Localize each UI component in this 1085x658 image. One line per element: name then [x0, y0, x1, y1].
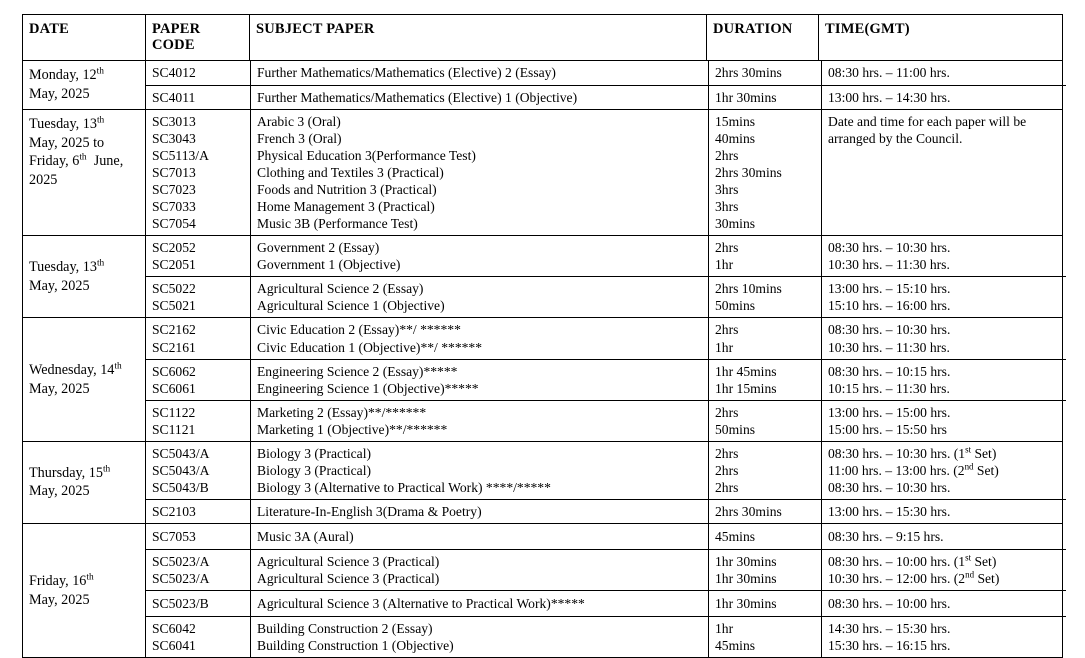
- date-cell: Thursday, 15th May, 2025: [23, 441, 146, 523]
- subject-paper-cell-line: Civic Education 2 (Essay)**/ ******: [257, 322, 461, 338]
- duration-cell: [709, 318, 821, 358]
- time-cell-line: 08:30 hrs. – 10:00 hrs.: [828, 596, 951, 612]
- duration-cell: [709, 61, 821, 84]
- duration-cell: [709, 500, 821, 523]
- subject-group-row: [146, 85, 1066, 109]
- header-paper-code: PAPER CODE: [146, 15, 250, 61]
- table-body: [23, 61, 1063, 658]
- time-cell-line: Date and time for each paper will be arranged by the Council.: [828, 113, 1027, 146]
- day-groups: [146, 318, 1063, 441]
- day-groups: [146, 441, 1063, 523]
- paper-code-cell: [146, 550, 250, 590]
- subject-paper-cell-line: Arabic 3 (Oral): [257, 113, 341, 129]
- time-cell: [822, 591, 1066, 616]
- paper-code-cell: [146, 277, 250, 317]
- time-cell-line: 13:00 hrs. – 15:10 hrs.: [828, 281, 951, 297]
- day-groups: [146, 109, 1063, 235]
- time-cell: [822, 524, 1066, 549]
- duration-cell-line: 1hr: [715, 621, 734, 637]
- subject-paper-cell-line: Foods and Nutrition 3 (Practical): [257, 182, 437, 198]
- paper-code-cell: [146, 110, 250, 235]
- subject-group-table: [146, 318, 1066, 440]
- paper-code-cell-line: SC4011: [152, 89, 196, 105]
- time-cell: [822, 401, 1066, 441]
- subject-group-row: [146, 400, 1066, 441]
- subject-group-row: [146, 591, 1066, 617]
- duration-cell-line: 1hr: [715, 257, 734, 273]
- time-cell-line: 14:30 hrs. – 15:30 hrs.: [828, 621, 951, 637]
- subject-paper-cell: [251, 110, 708, 235]
- paper-code-cell-line: SC5043/A: [152, 445, 210, 461]
- paper-code-cell: [146, 401, 250, 441]
- time-cell: [822, 550, 1066, 590]
- subject-group-row: [146, 277, 1066, 318]
- time-cell-line: 08:30 hrs. – 10:00 hrs. (1st Set): [828, 552, 997, 569]
- subject-group-table: [146, 110, 1066, 235]
- subject-paper-cell: [251, 318, 708, 358]
- subject-paper-cell-line: Biology 3 (Practical): [257, 462, 372, 478]
- paper-code-cell-line: SC7023: [152, 182, 196, 198]
- duration-cell-line: 50mins: [715, 298, 756, 314]
- subject-paper-cell-line: Biology 3 (Practical): [257, 445, 372, 461]
- subject-paper-cell-line: Music 3A (Aural): [257, 528, 354, 544]
- paper-code-cell-line: SC6041: [152, 638, 196, 654]
- paper-code-cell-line: SC5023/A: [152, 553, 210, 569]
- subject-paper-cell-line: Home Management 3 (Practical): [257, 199, 435, 215]
- duration-cell-line: 1hr: [715, 339, 734, 355]
- subject-group-row: [146, 61, 1066, 85]
- subject-paper-cell-line: Marketing 2 (Essay)**/******: [257, 404, 427, 420]
- time-cell-line: 08:30 hrs. – 10:15 hrs.: [828, 363, 951, 379]
- day-groups: [146, 236, 1063, 318]
- time-cell-line: 11:00 hrs. – 13:00 hrs. (2nd Set): [828, 461, 999, 478]
- subject-paper-cell-line: Further Mathematics/Mathematics (Elective) 2 (Essay): [257, 65, 556, 81]
- subject-paper-cell: [251, 401, 708, 441]
- duration-cell-line: 1hr 30mins: [715, 89, 777, 105]
- duration-cell-line: 2hrs 10mins: [715, 281, 782, 297]
- paper-code-cell: [146, 360, 250, 400]
- paper-code-cell: [146, 318, 250, 358]
- time-cell-line: 15:30 hrs. – 16:15 hrs.: [828, 638, 951, 654]
- paper-code-cell-line: SC5021: [152, 298, 196, 314]
- time-cell-line: 08:30 hrs. – 10:30 hrs.: [828, 240, 951, 256]
- header-row: [23, 15, 1063, 61]
- duration-cell-line: 30mins: [715, 216, 756, 232]
- paper-code-cell: [146, 86, 250, 109]
- duration-cell-line: 2hrs: [715, 462, 739, 478]
- paper-code-cell-line: SC5043/A: [152, 462, 210, 478]
- subject-paper-cell-line: Government 1 (Objective): [257, 257, 401, 273]
- subject-group-row: [146, 110, 1066, 235]
- subject-paper-cell-line: French 3 (Oral): [257, 130, 342, 146]
- duration-cell-line: 2hrs 30mins: [715, 65, 782, 81]
- time-cell: [822, 617, 1066, 657]
- duration-cell-line: 3hrs: [715, 182, 739, 198]
- time-cell-line: 13:00 hrs. – 15:00 hrs.: [828, 404, 951, 420]
- time-cell: [822, 442, 1066, 499]
- time-cell-line: 13:00 hrs. – 14:30 hrs.: [828, 89, 951, 105]
- date-cell: Tuesday, 13th May, 2025 to Friday, 6th June, 2025: [23, 109, 146, 235]
- day-row: [23, 61, 1063, 109]
- time-cell-line: 15:00 hrs. – 15:50 hrs: [828, 421, 947, 437]
- subject-group-row: [146, 549, 1066, 590]
- duration-cell: [709, 617, 821, 657]
- date-cell: Tuesday, 13th May, 2025: [23, 236, 146, 318]
- duration-cell: [709, 524, 821, 549]
- subject-paper-cell-line: Agricultural Science 1 (Objective): [257, 298, 445, 314]
- paper-code-cell-line: SC7033: [152, 199, 196, 215]
- time-cell-line: 08:30 hrs. – 10:30 hrs.: [828, 479, 951, 495]
- paper-code-cell-line: SC7053: [152, 528, 196, 544]
- duration-cell: [709, 442, 821, 499]
- paper-code-cell: [146, 236, 250, 276]
- time-cell: [822, 500, 1066, 523]
- subject-paper-cell-line: Agricultural Science 2 (Essay): [257, 281, 424, 297]
- subject-group-table: [146, 524, 1066, 657]
- subject-group-table: [146, 442, 1066, 523]
- time-cell-line: 08:30 hrs. – 10:30 hrs. (1st Set): [828, 444, 997, 461]
- time-cell-line: 08:30 hrs. – 10:30 hrs.: [828, 322, 951, 338]
- paper-code-cell: [146, 500, 250, 523]
- paper-code-cell-line: SC5023/A: [152, 571, 210, 587]
- duration-cell: [709, 86, 821, 109]
- paper-code-cell-line: SC7013: [152, 165, 196, 181]
- paper-code-cell-line: SC2052: [152, 240, 196, 256]
- paper-code-cell: [146, 591, 250, 616]
- subject-paper-cell: [251, 277, 708, 317]
- paper-code-cell-line: SC5113/A: [152, 148, 209, 164]
- time-cell-line: 10:30 hrs. – 11:30 hrs.: [828, 339, 950, 355]
- day-row: [23, 318, 1063, 441]
- paper-code-cell: [146, 617, 250, 657]
- subject-group-table: [146, 236, 1066, 317]
- duration-cell-line: 2hrs 30mins: [715, 165, 782, 181]
- duration-cell-line: 15mins: [715, 113, 756, 129]
- time-cell-line: 10:30 hrs. – 11:30 hrs.: [828, 257, 950, 273]
- subject-paper-cell-line: Agricultural Science 3 (Alternative to Practical Work)*****: [257, 596, 585, 612]
- subject-group-row: [146, 359, 1066, 400]
- paper-code-cell-line: SC5023/B: [152, 596, 209, 612]
- paper-code-cell: [146, 524, 250, 549]
- paper-code-cell-line: SC6061: [152, 380, 196, 396]
- paper-code-cell-line: SC3043: [152, 130, 196, 146]
- table-header: [23, 15, 1063, 61]
- duration-cell-line: 2hrs: [715, 404, 739, 420]
- paper-code-cell-line: SC5043/B: [152, 479, 209, 495]
- paper-code-cell: [146, 442, 250, 499]
- time-cell: [822, 110, 1066, 150]
- time-cell: [822, 86, 1066, 109]
- time-cell-line: 08:30 hrs. – 9:15 hrs.: [828, 528, 944, 544]
- duration-cell-line: 1hr 30mins: [715, 596, 777, 612]
- duration-cell: [709, 277, 821, 317]
- subject-paper-cell: [251, 500, 708, 523]
- subject-paper-cell-line: Clothing and Textiles 3 (Practical): [257, 165, 444, 181]
- subject-group-table: [146, 61, 1066, 108]
- subject-paper-cell-line: Biology 3 (Alternative to Practical Work) ****/*****: [257, 479, 551, 495]
- subject-paper-cell-line: Agricultural Science 3 (Practical): [257, 553, 440, 569]
- time-cell: [822, 61, 1066, 84]
- paper-code-cell-line: SC2051: [152, 257, 196, 273]
- subject-group-row: [146, 499, 1066, 523]
- duration-cell: [709, 401, 821, 441]
- header-duration: DURATION: [707, 15, 819, 61]
- duration-cell-line: 2hrs: [715, 148, 739, 164]
- subject-paper-cell: [251, 86, 708, 109]
- duration-cell-line: 1hr 30mins: [715, 571, 777, 587]
- subject-paper-cell-line: Marketing 1 (Objective)**/******: [257, 421, 448, 437]
- subject-paper-cell-line: Government 2 (Essay): [257, 240, 380, 256]
- subject-paper-cell-line: Engineering Science 1 (Objective)*****: [257, 380, 479, 396]
- paper-code-cell-line: SC5022: [152, 281, 196, 297]
- duration-cell-line: 2hrs: [715, 479, 739, 495]
- paper-code-cell-line: SC4012: [152, 65, 196, 81]
- subject-group-row: [146, 442, 1066, 500]
- subject-paper-cell-line: Music 3B (Performance Test): [257, 216, 418, 232]
- time-cell: [822, 277, 1066, 317]
- date-cell: Friday, 16th May, 2025: [23, 523, 146, 657]
- header-date: DATE: [23, 15, 146, 61]
- duration-cell: [709, 110, 821, 235]
- day-row: [23, 236, 1063, 318]
- subject-paper-cell-line: Building Construction 2 (Essay): [257, 621, 433, 637]
- paper-code-cell-line: SC6062: [152, 363, 196, 379]
- duration-cell-line: 2hrs: [715, 240, 739, 256]
- subject-paper-cell: [251, 617, 708, 657]
- duration-cell: [709, 236, 821, 276]
- day-row: [23, 523, 1063, 657]
- duration-cell: [709, 550, 821, 590]
- subject-group-row: [146, 318, 1066, 359]
- paper-code-cell-line: SC1121: [152, 421, 196, 437]
- time-cell: [822, 318, 1066, 358]
- duration-cell-line: 2hrs: [715, 322, 739, 338]
- subject-paper-cell-line: Physical Education 3(Performance Test): [257, 148, 476, 164]
- time-cell-line: 08:30 hrs. – 11:00 hrs.: [828, 65, 950, 81]
- duration-cell-line: 1hr 15mins: [715, 380, 777, 396]
- duration-cell: [709, 591, 821, 616]
- subject-group-row: [146, 236, 1066, 277]
- time-cell: [822, 360, 1066, 400]
- date-cell: Monday, 12th May, 2025: [23, 61, 146, 109]
- subject-paper-cell: [251, 236, 708, 276]
- day-row: [23, 109, 1063, 235]
- subject-paper-cell: [251, 360, 708, 400]
- time-cell: [822, 236, 1066, 276]
- subject-paper-cell: [251, 591, 708, 616]
- duration-cell-line: 1hr 45mins: [715, 363, 777, 379]
- paper-code-cell-line: SC2103: [152, 503, 196, 519]
- paper-code-cell-line: SC2162: [152, 322, 196, 338]
- duration-cell-line: 45mins: [715, 528, 756, 544]
- duration-cell-line: 1hr 30mins: [715, 553, 777, 569]
- duration-cell-line: 40mins: [715, 130, 756, 146]
- paper-code-cell-line: SC3013: [152, 113, 196, 129]
- subject-paper-cell: [251, 442, 708, 499]
- subject-paper-cell-line: Literature-In-English 3(Drama & Poetry): [257, 503, 482, 519]
- time-cell-line: 15:10 hrs. – 16:00 hrs.: [828, 298, 951, 314]
- paper-code-cell: [146, 61, 250, 84]
- duration-cell-line: 45mins: [715, 638, 756, 654]
- exam-timetable-table: [22, 14, 1063, 658]
- day-groups: [146, 523, 1063, 657]
- duration-cell-line: 3hrs: [715, 199, 739, 215]
- subject-paper-cell: [251, 61, 708, 84]
- day-groups: [146, 61, 1063, 109]
- paper-code-cell-line: SC1122: [152, 404, 196, 420]
- duration-cell-line: 50mins: [715, 421, 756, 437]
- subject-group-row: [146, 617, 1066, 658]
- paper-code-cell-line: SC7054: [152, 216, 196, 232]
- duration-cell: [709, 360, 821, 400]
- date-cell: Wednesday, 14th May, 2025: [23, 318, 146, 441]
- day-row: [23, 441, 1063, 523]
- subject-paper-cell-line: Further Mathematics/Mathematics (Elective) 1 (Objective): [257, 89, 578, 105]
- subject-paper-cell-line: Civic Education 1 (Objective)**/ ******: [257, 339, 483, 355]
- paper-code-cell-line: SC2161: [152, 339, 196, 355]
- subject-paper-cell-line: Engineering Science 2 (Essay)*****: [257, 363, 458, 379]
- header-subject-paper: SUBJECT PAPER: [250, 15, 707, 61]
- time-cell-line: 10:15 hrs. – 11:30 hrs.: [828, 380, 950, 396]
- header-time: TIME(GMT): [819, 15, 1063, 61]
- subject-paper-cell-line: Agricultural Science 3 (Practical): [257, 571, 440, 587]
- paper-code-cell-line: SC6042: [152, 621, 196, 637]
- subject-group-row: [146, 524, 1066, 550]
- duration-cell-line: 2hrs: [715, 445, 739, 461]
- subject-paper-cell: [251, 524, 708, 549]
- time-cell-line: 13:00 hrs. – 15:30 hrs.: [828, 503, 951, 519]
- subject-paper-cell: [251, 550, 708, 590]
- time-cell-line: 10:30 hrs. – 12:00 hrs. (2nd Set): [828, 569, 1000, 587]
- duration-cell-line: 2hrs 30mins: [715, 503, 782, 519]
- subject-paper-cell-line: Building Construction 1 (Objective): [257, 638, 454, 654]
